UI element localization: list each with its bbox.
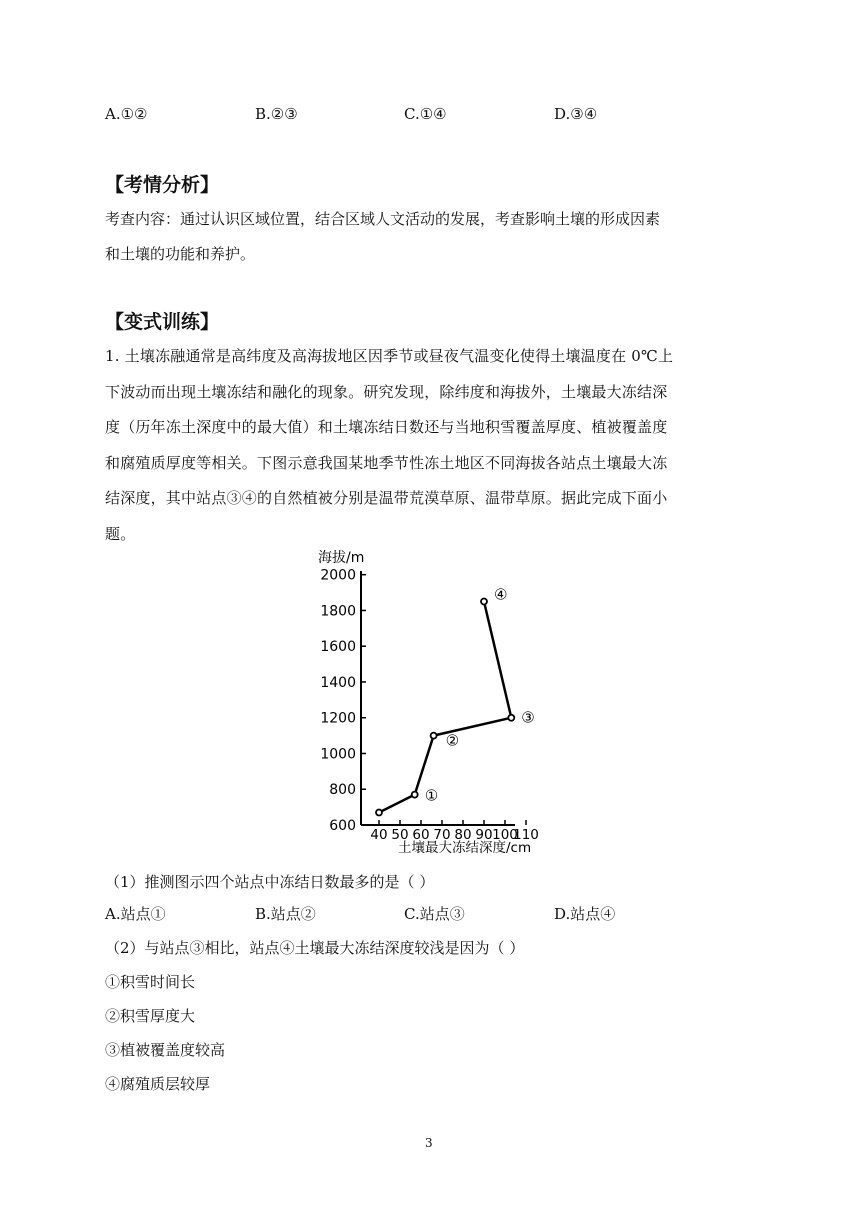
- section-heading-analysis: 【考情分析】: [105, 174, 220, 196]
- passage-line: 和腐殖质厚度等相关。下图示意我国某地季节性冻土地区不同海拔各站点土壤最大冻: [105, 453, 668, 472]
- option-d: D.③④: [554, 105, 598, 123]
- option-b: B.②③: [255, 105, 298, 123]
- data-point: [431, 733, 437, 739]
- data-point: [412, 792, 418, 798]
- x-tick-label: 60: [412, 827, 430, 843]
- x-tick-label: 40: [370, 827, 388, 843]
- q2-stem: （2）与站点③相比，站点④土壤最大冻结深度较浅是因为（ ）: [105, 939, 525, 957]
- y-tick-label: 800: [329, 782, 356, 799]
- q1-option-b: B.站点②: [255, 905, 316, 923]
- y-tick-label: 1200: [320, 710, 356, 727]
- data-points: [376, 586, 535, 816]
- q1-option-a: A.站点①: [105, 905, 166, 923]
- passage-line: 题。: [105, 524, 136, 543]
- x-tick-label: 70: [433, 827, 451, 843]
- question-passage: [105, 339, 775, 552]
- y-tick-label: 600: [329, 818, 356, 834]
- frozen-depth-chart: [300, 543, 560, 863]
- x-tick-label: 80: [454, 827, 472, 843]
- point-label: ①: [424, 786, 439, 805]
- q2-item-3: ③植被覆盖度较高: [105, 1041, 226, 1059]
- q1-option-d: D.站点④: [554, 905, 616, 923]
- data-point: [481, 599, 487, 605]
- option-c: C.①④: [404, 105, 447, 123]
- point-label: ③: [521, 708, 535, 727]
- series-line: [379, 602, 511, 813]
- y-ticks: [320, 568, 366, 834]
- y-tick-label: 1400: [320, 674, 356, 691]
- passage-line: 度（历年冻土深度中的最大值）和土壤冻结日数还与当地积雪覆盖厚度、植被覆盖度: [105, 418, 668, 436]
- point-label: ②: [445, 731, 460, 750]
- analysis-line: 和土壤的功能和养护。: [105, 245, 256, 263]
- option-a: A.①②: [105, 105, 148, 123]
- passage-line: 结深度，其中站点③④的自然植被分别是温带荒漠草原、温带草原。据此完成下面小: [105, 489, 668, 507]
- y-tick-label: 1800: [320, 603, 356, 620]
- data-point: [376, 809, 382, 815]
- x-tick-label: 100: [492, 827, 518, 843]
- analysis-line: 考查内容：通过认识区域位置，结合区域人文活动的发展，考查影响土壤的形成因素: [105, 210, 661, 228]
- x-tick-label: 110: [513, 827, 539, 843]
- passage-line: 下波动而出现土壤冻结和融化的现象。研究发现，除纬度和海拔外，土壤最大冻结深: [105, 382, 668, 401]
- section-heading-practice: 【变式训练】: [105, 311, 220, 333]
- y-tick-label: 2000: [320, 567, 356, 584]
- x-tick-label: 90: [475, 827, 493, 843]
- analysis-text: [105, 202, 765, 272]
- q2-item-1: ①积雪时间长: [105, 973, 196, 991]
- point-label: ④: [494, 585, 508, 604]
- q1-option-c: C.站点③: [404, 905, 465, 923]
- data-point: [508, 715, 514, 721]
- q1-stem: （1）推测图示四个站点中冻结日数最多的是（ ）: [105, 873, 435, 891]
- y-axis-label: 海拔/m: [318, 550, 365, 566]
- q2-item-2: ②积雪厚度大: [105, 1007, 196, 1025]
- x-tick-label: 50: [391, 827, 409, 843]
- y-tick-label: 1000: [320, 746, 356, 763]
- y-tick-label: 1600: [320, 639, 356, 656]
- page-number: 3: [425, 1136, 433, 1150]
- q2-item-4: ④腐殖质层较厚: [105, 1075, 211, 1093]
- passage-line: 1. 土壤冻融通常是高纬度及高海拔地区因季节或昼夜气温变化使得土壤温度在 0℃上: [105, 347, 674, 365]
- x-axis-label: 土壤最大冻结深度/cm: [398, 840, 532, 856]
